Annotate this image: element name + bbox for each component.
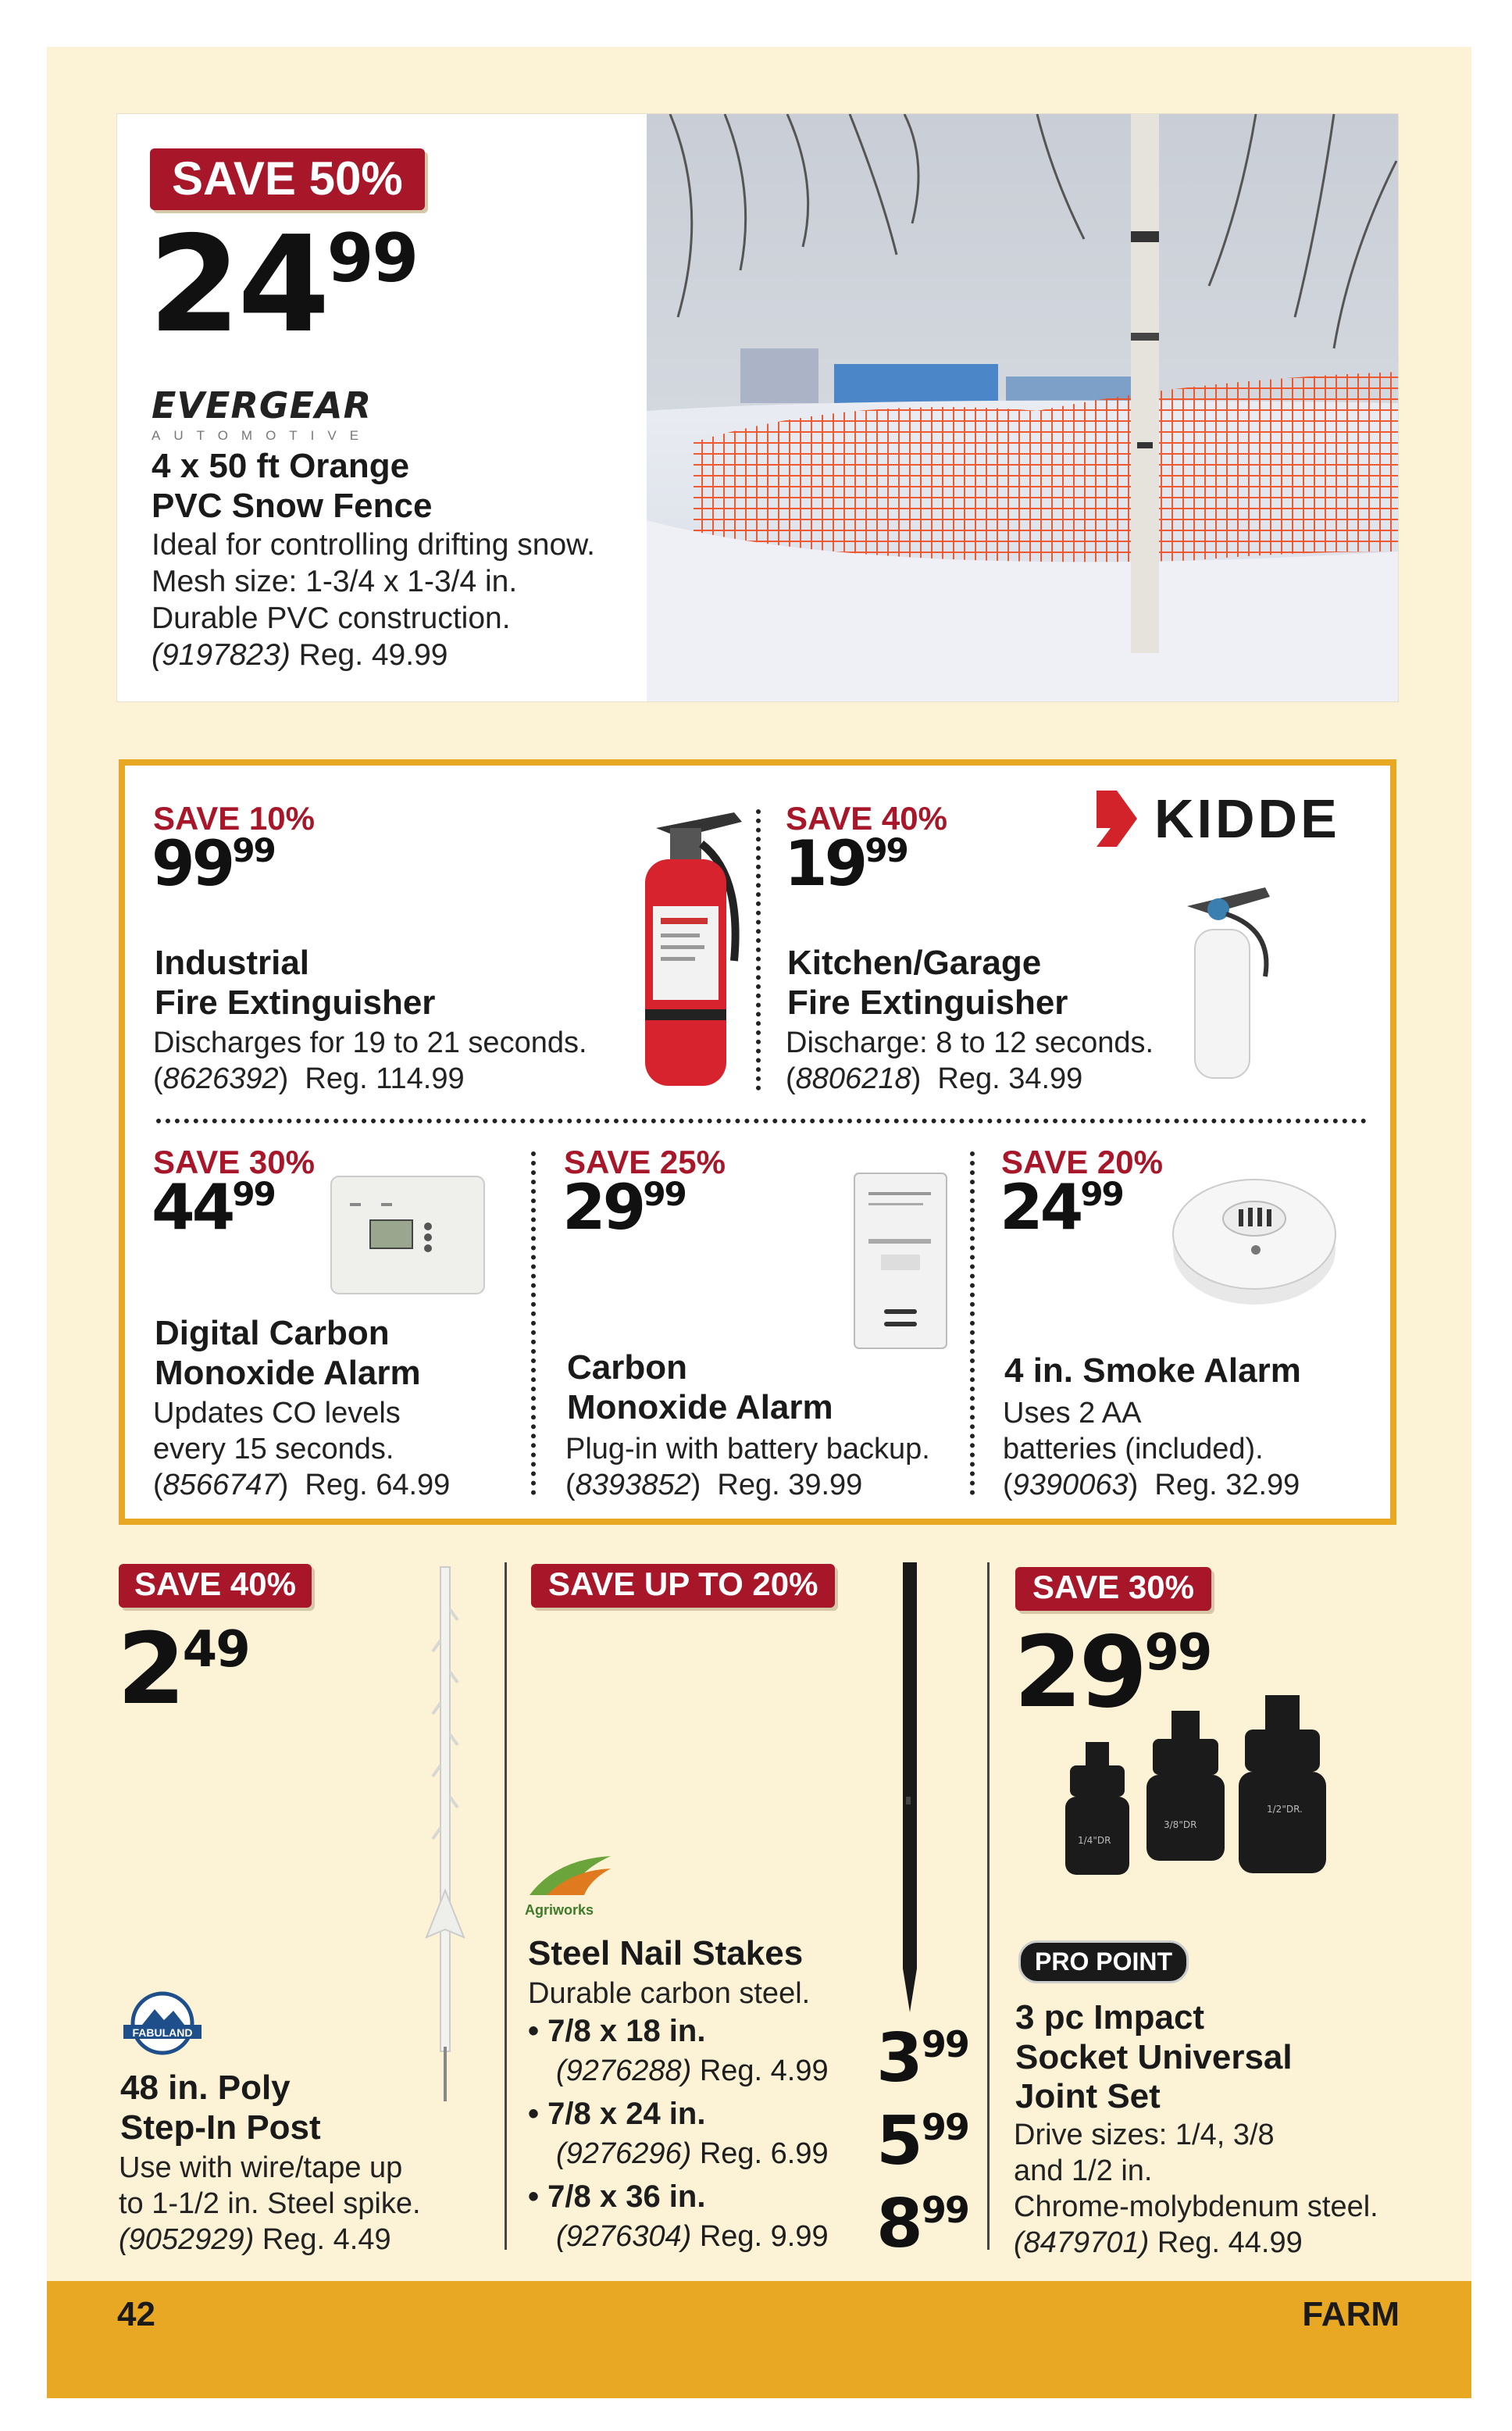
- product-description: Discharge: 8 to 12 seconds. (8806218) Reg. 34.99: [786, 1026, 1154, 1095]
- column-divider: [505, 1562, 507, 2250]
- stake-size-row: • 7/8 x 18 in. (9276288) Reg. 4.99 $3^{99}$: [528, 2014, 968, 2097]
- product-title: Carbon Monoxide Alarm: [567, 1348, 833, 1426]
- step-in-post-image: [422, 1562, 469, 2109]
- nail-stake-image: [898, 1562, 922, 2015]
- save-badge: SAVE 30%: [1015, 1567, 1211, 1611]
- kitchen-extinguisher-image: [1171, 883, 1296, 1086]
- sale-price: $24^{99}$: [148, 208, 418, 362]
- sale-price: $44^{99}$: [152, 1171, 275, 1244]
- kidde-logo: KIDDE: [1093, 787, 1340, 850]
- save-badge: SAVE 50%: [150, 148, 425, 210]
- agriworks-leaf-icon: [525, 1851, 615, 1898]
- divider: [156, 1119, 1367, 1123]
- snow-fence-photo: [647, 114, 1398, 701]
- agriworks-logo: Agriworks: [525, 1851, 615, 1914]
- product-description: Discharges for 19 to 21 seconds. (8626392) Reg. 114.99: [153, 1026, 587, 1095]
- product-description: Drive sizes: 1/4, 3/8 and 1/2 in. Chrome-molybdenum steel. (8479701) Reg. 44.99: [1014, 2119, 1378, 2259]
- product-description: Plug-in with battery backup. (8393852) Reg. 39.99: [565, 1433, 930, 1501]
- page-number: 42: [117, 2295, 155, 2333]
- evergear-logo: EVERGEAR AUTOMOTIVE: [152, 384, 373, 443]
- fabuland-mountain-icon: [119, 1990, 206, 2056]
- snow-fence-image: [647, 114, 1398, 701]
- product-title: 3 pc Impact Socket Universal Joint Set: [1015, 1998, 1293, 2116]
- stake-size-row: • 7/8 x 24 in. (9276296) Reg. 6.99 $5^{99}$: [528, 2097, 968, 2180]
- stake-size-list: [528, 2014, 968, 2263]
- product-description: Durable carbon steel.: [528, 1977, 811, 2010]
- save-label: SAVE 30%: [153, 1144, 315, 1180]
- save-badge: SAVE UP TO 20%: [531, 1564, 835, 1608]
- digital-co-alarm-image: [326, 1169, 490, 1301]
- product-title: 4 x 50 ft Orange PVC Snow Fence: [152, 447, 433, 525]
- sale-price: $29^{99}$: [1014, 1615, 1211, 1730]
- product-description: Updates CO levels every 15 seconds. (8566747) Reg. 64.99: [153, 1397, 451, 1501]
- socket-label: 1/2"DR.: [1267, 1804, 1303, 1815]
- stake-size-row: • 7/8 x 36 in. (9276304) Reg. 9.99 $8^{99}$: [528, 2179, 968, 2263]
- product-title: Steel Nail Stakes: [528, 1934, 804, 1972]
- save-label: SAVE 25%: [564, 1144, 726, 1180]
- sale-price: $2^{49}$: [117, 1612, 249, 1726]
- divider: [970, 1151, 975, 1495]
- sale-price: $3^{99}$: [876, 2019, 968, 2097]
- socket-label: 3/8"DR: [1164, 1819, 1197, 1830]
- save-label: SAVE 20%: [1001, 1144, 1163, 1180]
- page-footer: [47, 2281, 1471, 2398]
- product-title: Digital Carbon Monoxide Alarm: [155, 1314, 421, 1392]
- sale-price: $24^{99}$: [1000, 1171, 1123, 1244]
- fabuland-logo: FABULAND: [119, 1990, 206, 2056]
- impact-socket-set-image: [1054, 1695, 1382, 1898]
- snow-fence-card[interactable]: [117, 114, 1398, 701]
- socket-label: 1/4"DR: [1078, 1835, 1111, 1846]
- column-divider: [987, 1562, 990, 2250]
- kidde-mark-icon: [1093, 787, 1140, 850]
- divider: [756, 809, 761, 1091]
- plug-in-co-alarm-image: [850, 1169, 951, 1353]
- sale-price: $8^{99}$: [876, 2185, 968, 2263]
- save-label: SAVE 40%: [786, 800, 947, 837]
- sale-price: $19^{99}$: [784, 827, 908, 900]
- sale-price: $29^{99}$: [562, 1171, 686, 1244]
- product-title: 48 in. Poly Step-In Post: [120, 2069, 321, 2147]
- fire-extinguisher-image: [609, 805, 765, 1094]
- smoke-alarm-image: [1168, 1164, 1340, 1312]
- section-label: FARM: [1302, 2295, 1400, 2333]
- sale-price: $99^{99}$: [152, 827, 275, 900]
- product-description: Uses 2 AA batteries (included). (9390063) Reg. 32.99: [1003, 1397, 1300, 1501]
- safety-products-box: [119, 759, 1396, 1525]
- sale-price: $5^{99}$: [876, 2102, 968, 2180]
- product-description: Use with wire/tape up to 1-1/2 in. Steel spike. (9052929) Reg. 4.49: [119, 2151, 421, 2256]
- save-label: SAVE 10%: [153, 800, 315, 837]
- product-description: Ideal for controlling drifting snow. Mesh size: 1-3/4 x 1-3/4 in. Durable PVC construction. (9197823) Reg. 49.99: [152, 528, 595, 672]
- divider: [531, 1151, 536, 1495]
- product-title: Industrial Fire Extinguisher: [155, 944, 436, 1022]
- product-title: 4 in. Smoke Alarm: [1004, 1351, 1301, 1390]
- save-badge: SAVE 40%: [119, 1564, 312, 1608]
- product-title: Kitchen/Garage Fire Extinguisher: [787, 944, 1068, 1022]
- pro-point-logo: PRO POINT: [1018, 1940, 1189, 1983]
